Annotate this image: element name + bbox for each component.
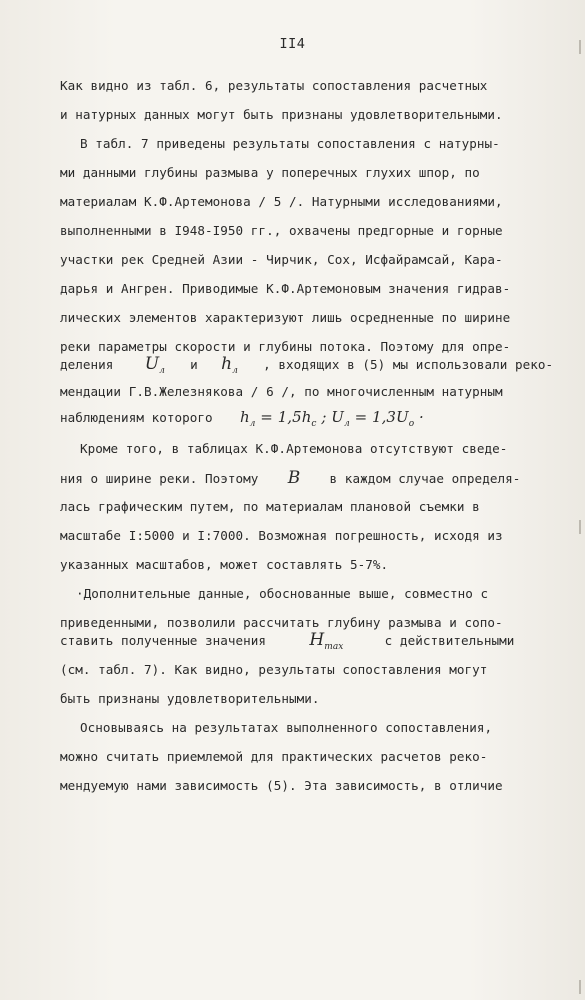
- text-line: В табл. 7 приведены результаты сопоставления с натурны-: [80, 136, 500, 151]
- text-line: мендуемую нами зависимость (5). Эта зависимость, в отличие: [60, 778, 503, 793]
- text-line: дарья и Ангрен. Приводимые К.Ф.Артемоновым значения гидрав-: [60, 281, 511, 296]
- text-line: можно считать приемлемой для практических расчетов реко-: [60, 749, 488, 764]
- velocity-symbol: $U_л$: [144, 354, 165, 376]
- depth-symbol: $h_л$: [221, 354, 238, 376]
- text-fragment: в каждом случае определя-: [329, 471, 521, 486]
- text-line: участки рек Средней Азии - Чирчик, Сох, Исфайрамсай, Кара-: [60, 252, 503, 267]
- max-depth-symbol: $H_{max}$: [309, 630, 344, 652]
- scan-edge-mark: [579, 980, 581, 994]
- text-fragment: и: [190, 357, 198, 372]
- text-line-with-symbol: [60, 632, 514, 655]
- scan-edge-mark: [579, 40, 581, 54]
- text-line: мендации Г.В.Железнякова / 6 /, по многочисленным натурным: [60, 384, 503, 399]
- text-line: и натурных данных могут быть признаны удовлетворительными.: [60, 107, 503, 122]
- text-fragment: наблюдениям которого: [60, 410, 213, 425]
- width-symbol: B: [287, 468, 301, 488]
- scan-edge-mark: [579, 520, 581, 534]
- text-line: реки параметры скорости и глубины потока. Поэтому для опре-: [60, 339, 511, 354]
- text-fragment: с действительными: [384, 633, 515, 648]
- page-number: II4: [279, 36, 306, 52]
- text-line: Как видно из табл. 6, результаты сопоставления расчетных: [60, 78, 488, 93]
- text-line: масштабе I:5000 и I:7000. Возможная погрешность, исходя из: [60, 528, 503, 543]
- text-line: Основываясь на результатах выполненного сопоставления,: [80, 720, 493, 735]
- text-line: ·Дополнительные данные, обоснованные выше, совместно с: [76, 586, 489, 601]
- text-line: ми данными глубины размыва у поперечных глухих шпор, по: [60, 165, 480, 180]
- text-line-with-symbol: [60, 470, 520, 487]
- text-line: (см. табл. 7). Как видно, результаты сопоставления могут: [60, 662, 488, 677]
- formula: $h_л = 1,5h_с$ ; $U_л = 1,3U_о$ ·: [239, 408, 424, 429]
- text-line: выполненными в I948-I950 гг., охвачены предгорные и горные: [60, 223, 503, 238]
- text-line: указанных масштабов, может составлять 5-7%.: [60, 557, 389, 572]
- text-line: лась графическим путем, по материалам плановой съемки в: [60, 499, 480, 514]
- text-line: материалам К.Ф.Артемонова / 5 /. Натурными исследованиями,: [60, 194, 503, 209]
- text-fragment: ставить полученные значения: [60, 633, 267, 648]
- text-fragment: ния о ширине реки. Поэтому: [60, 471, 259, 486]
- text-line-with-symbols: [60, 356, 553, 379]
- text-line: лических элементов характеризуют лишь осредненные по ширине: [60, 310, 511, 325]
- text-fragment: , входящих в (5) мы использовали реко-: [263, 357, 554, 372]
- text-line: Кроме того, в таблицах К.Ф.Артемонова отсутствуют сведе-: [80, 441, 508, 456]
- text-fragment: деления: [60, 357, 114, 372]
- text-line: приведенными, позволили рассчитать глубину размыва и сопо-: [60, 615, 503, 630]
- text-line: быть признаны удовлетворительными.: [60, 691, 320, 706]
- text-line-with-formula: [60, 409, 424, 432]
